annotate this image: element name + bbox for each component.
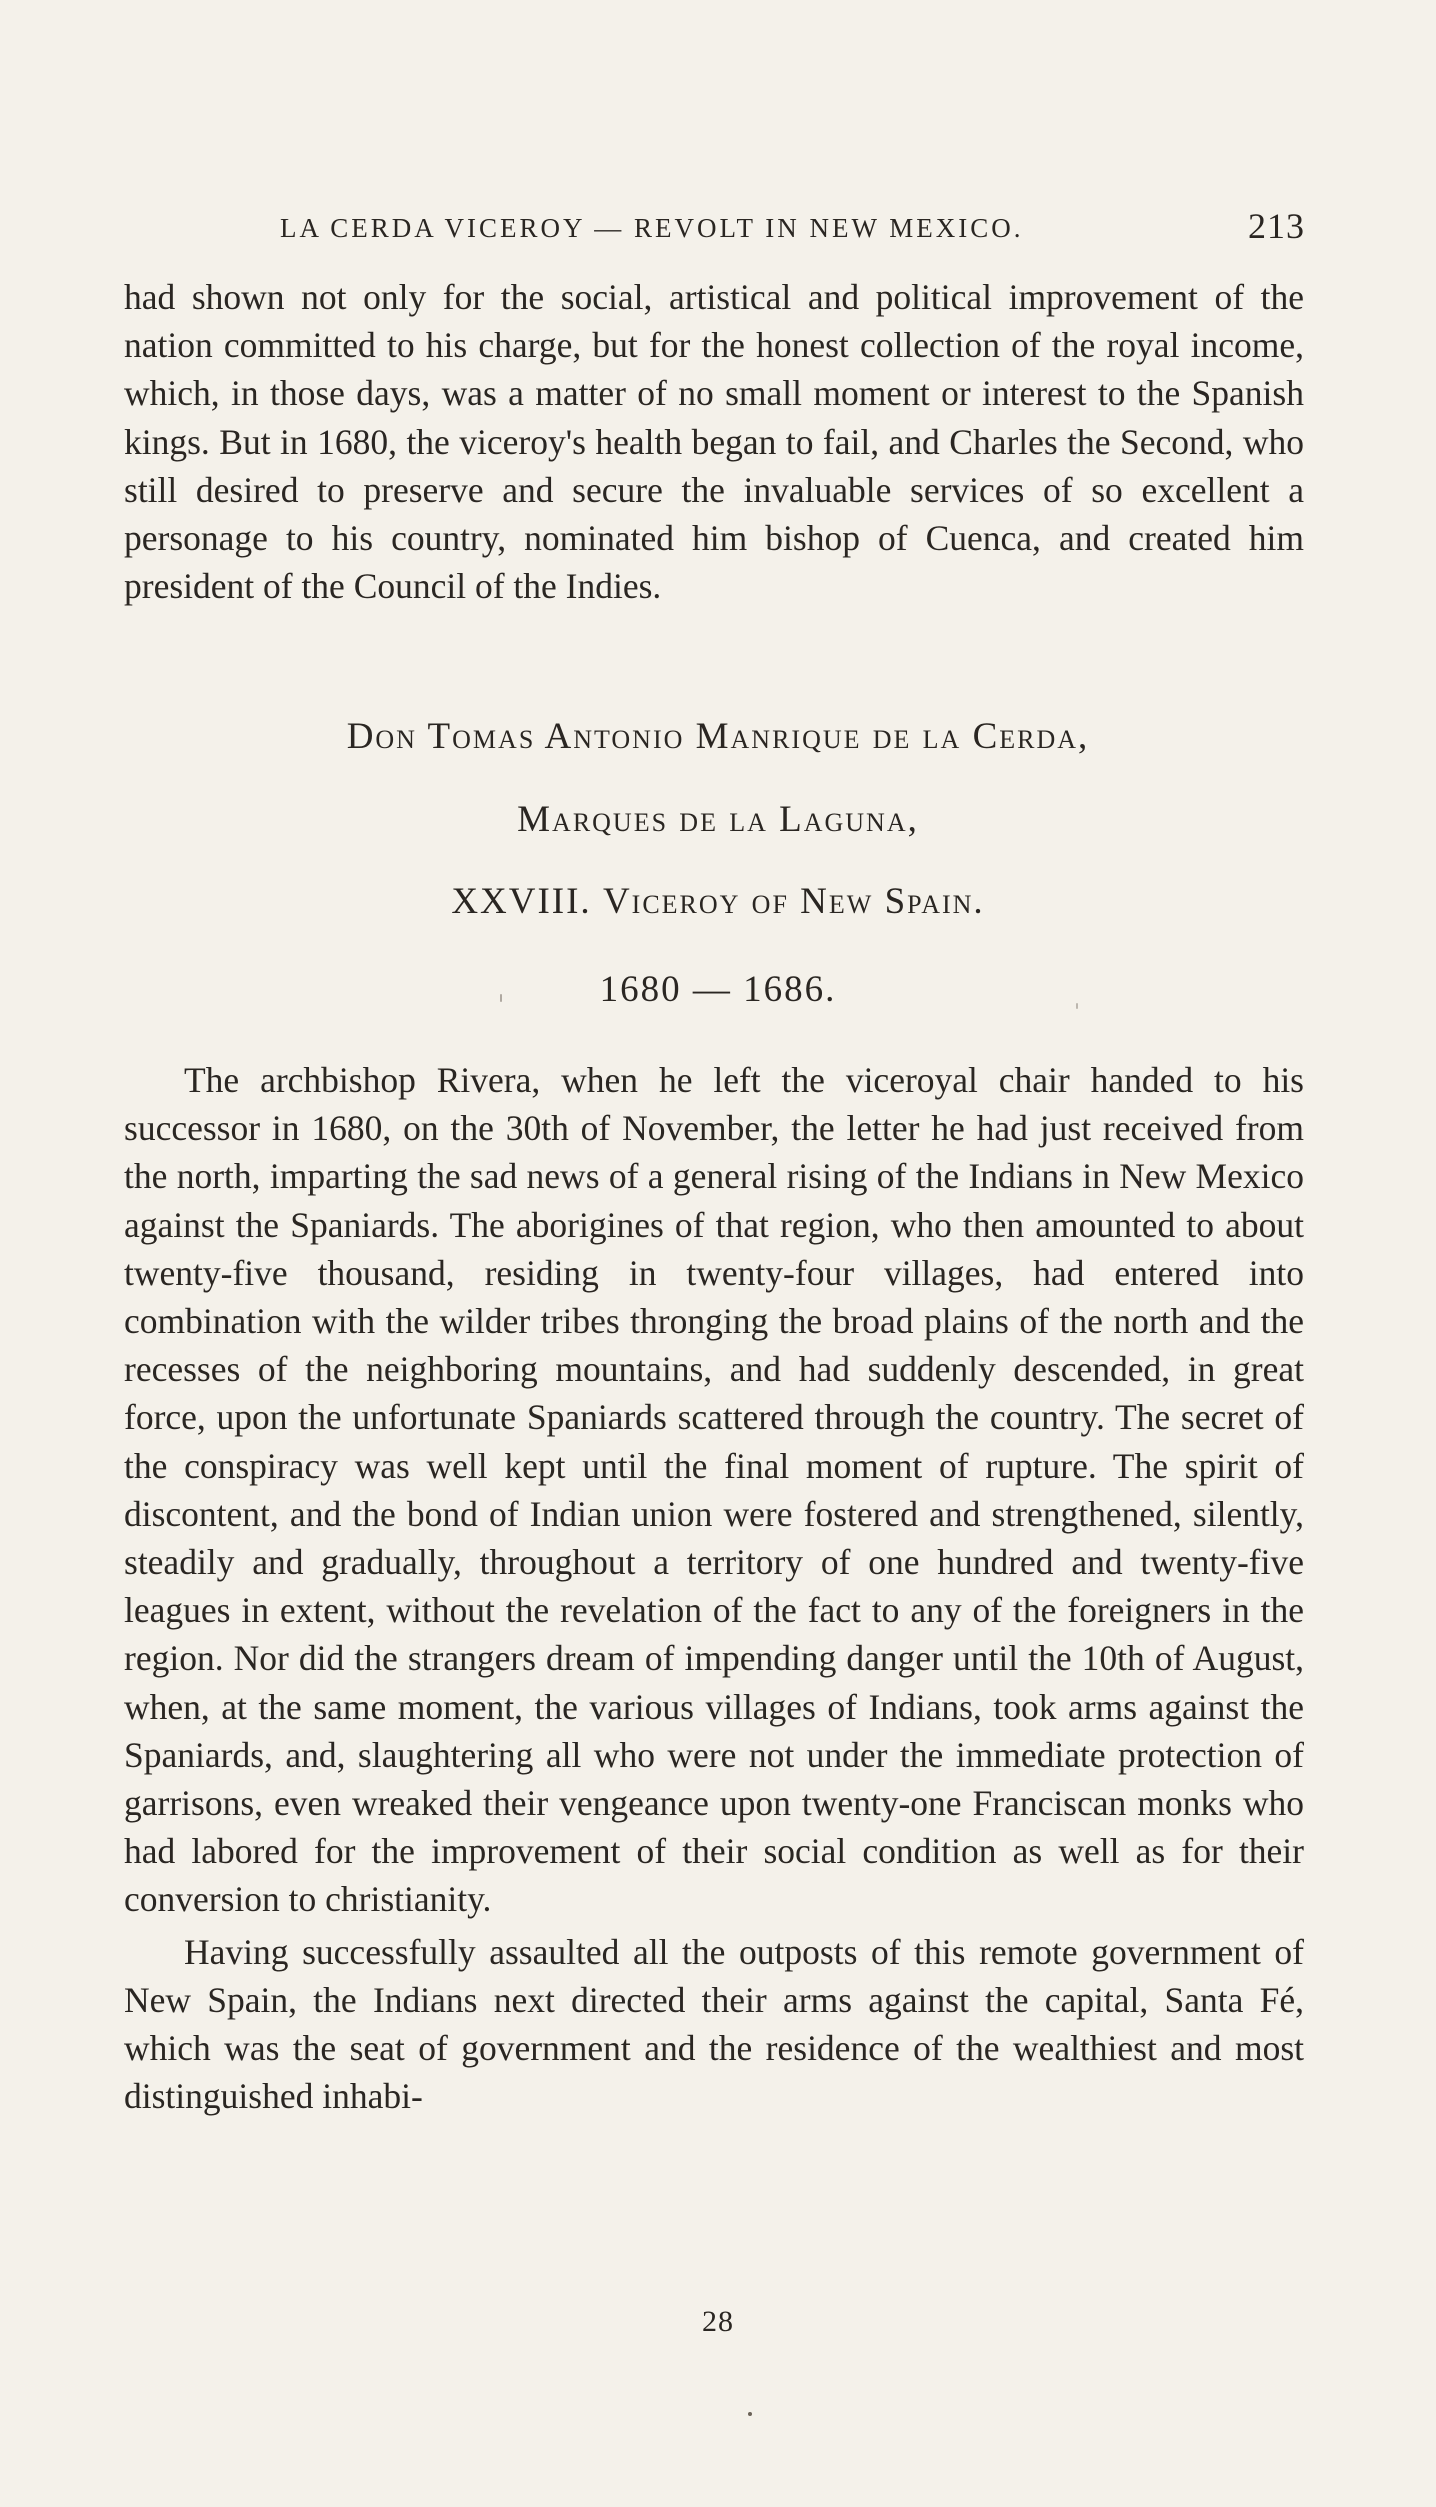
viceroy-name-heading xyxy=(0,715,1436,758)
paragraph-continuation: had shown not only for the social, artistical and political improvement of the nation committed to his charge, but for the honest collection of the royal income, which, in those days, was a matter of no small moment or interest to the Spanish kings. But in 1680, the viceroy's health began to fail, and Charles the Second, who still desired to preserve and secure the invaluable services of so excellent a personage to his country, nominated him bishop of Cuenca, and created him president of the Council of the Indies. xyxy=(124,277,1304,607)
viceroy-office: Viceroy of New Spain. xyxy=(602,881,985,922)
viceroy-name: Don Tomas Antonio Manrique de la Cerda, xyxy=(346,716,1090,757)
ink-speck xyxy=(748,2412,752,2416)
viceroy-office-heading xyxy=(0,880,1436,923)
ink-speck xyxy=(500,994,502,1002)
paragraph-archbishop: The archbishop Rivera, when he left the viceroyal chair handed to his successor in 1680, on the 30th of November, the letter he had just received from the north, imparting the sad news of a general rising of the Indians in New Mexico against the Spaniards. The aborigines of that region, who then amounted to about twenty-five thousand, residing in twenty-four villages, had entered into combination with the wilder tribes thronging the broad plains of the north and the recesses of the neighboring mountains, and had suddenly descended, in great force, upon the unfortunate Spaniards scattered through the country. The secret of the conspiracy was well kept until the final moment of rupture. The spirit of discontent, and the bond of Indian union were fostered and strengthened, silently, steadily and gradually, throughout a territory of one hundred and twenty-five leagues in extent, without the revelation of the fact to any of the foreigners in the region. Nor did the strangers dream of impending danger until the 10th of August, when, at the same moment, the various villages of Indians, took arms against the Spaniards, and, slaughtering all who were not under the immediate protection of garrisons, even wreaked their vengeance upon twenty-one Franciscan monks who had labored for the improvement of their social condition as well as for their conversion to christianity. xyxy=(124,1060,1304,1920)
viceroy-numeral: XXVIII. xyxy=(451,881,592,922)
running-title: LA CERDA VICEROY — REVOLT IN NEW MEXICO. xyxy=(280,213,1024,243)
paragraph-continuation-block xyxy=(124,273,1304,610)
running-head xyxy=(125,205,1305,255)
viceroy-title-heading xyxy=(0,798,1436,841)
ink-speck xyxy=(1076,1003,1078,1009)
reign-years: 1680 — 1686. xyxy=(599,969,837,1010)
paragraph-archbishop-block xyxy=(124,1056,1304,2120)
viceroy-title: Marques de la Laguna, xyxy=(517,799,919,840)
reign-years-heading xyxy=(0,968,1436,1011)
signature-mark: 28 xyxy=(702,2305,734,2338)
paragraph-assault: Having successfully assaulted all the outposts of this remote government of New Spain, the Indians next directed their arms against the capital, Santa Fé, which was the seat of government and the residence of the wealthiest and most distinguished inhabi- xyxy=(124,1931,1304,2117)
page-number: 213 xyxy=(1248,206,1305,246)
